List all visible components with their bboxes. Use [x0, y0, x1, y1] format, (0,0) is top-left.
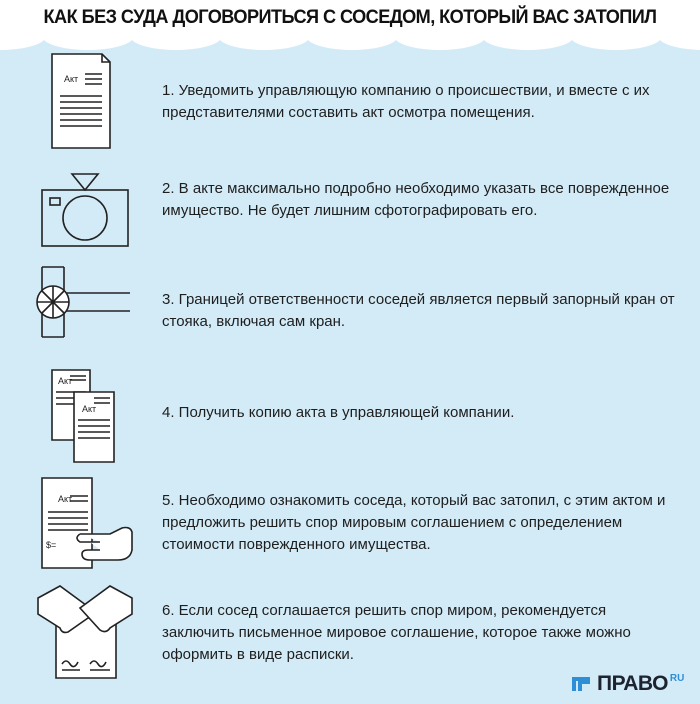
step-text: 5. Необходимо ознакомить соседа, который вас затопил, с этим актом и предложить решить спор мировым соглашением с определением стоимости поврежденного имущества.: [162, 492, 666, 553]
document-copy-icon: [30, 362, 140, 462]
svg-text:Акт: Акт: [82, 404, 97, 414]
document-icon: [30, 52, 140, 152]
step-text: 4. Получить копию акта в управляющей компании.: [162, 404, 515, 421]
pravo-ru-logo: [570, 672, 684, 696]
svg-text:$=: $=: [46, 540, 57, 550]
logo-text: ПРАВО: [597, 672, 668, 695]
logo-icon: [570, 675, 592, 693]
svg-text:Акт: Акт: [64, 74, 79, 84]
camera-icon: [30, 152, 140, 252]
step-text: 6. Если сосед соглашается решить спор миром, рекомендуется заключить письменное мировое соглашение, которое также можно оформить в виде расписки.: [162, 602, 631, 663]
step-text: 1. Уведомить управляющую компанию о происшествии, и вместе с их представителями составить акт осмотра помещения.: [162, 82, 650, 121]
svg-text:Акт: Акт: [58, 494, 73, 504]
step-text: 2. В акте максимально подробно необходимо указать все поврежденное имущество. Не будет лишним сфотографировать его.: [162, 180, 670, 219]
step-text: 3. Границей ответственности соседей является первый запорный кран от стояка, включая сам кран.: [162, 291, 675, 330]
logo-suffix: RU: [669, 673, 685, 684]
valve-icon: [30, 255, 140, 355]
svg-text:Акт: Акт: [58, 376, 73, 386]
hand-document-icon: [30, 468, 140, 568]
page-title: КАК БЕЗ СУДА ДОГОВОРИТЬСЯ С СОСЕДОМ, КОТОРЫЙ ВАС ЗАТОПИЛ: [43, 6, 657, 28]
handshake-icon: [30, 578, 140, 678]
